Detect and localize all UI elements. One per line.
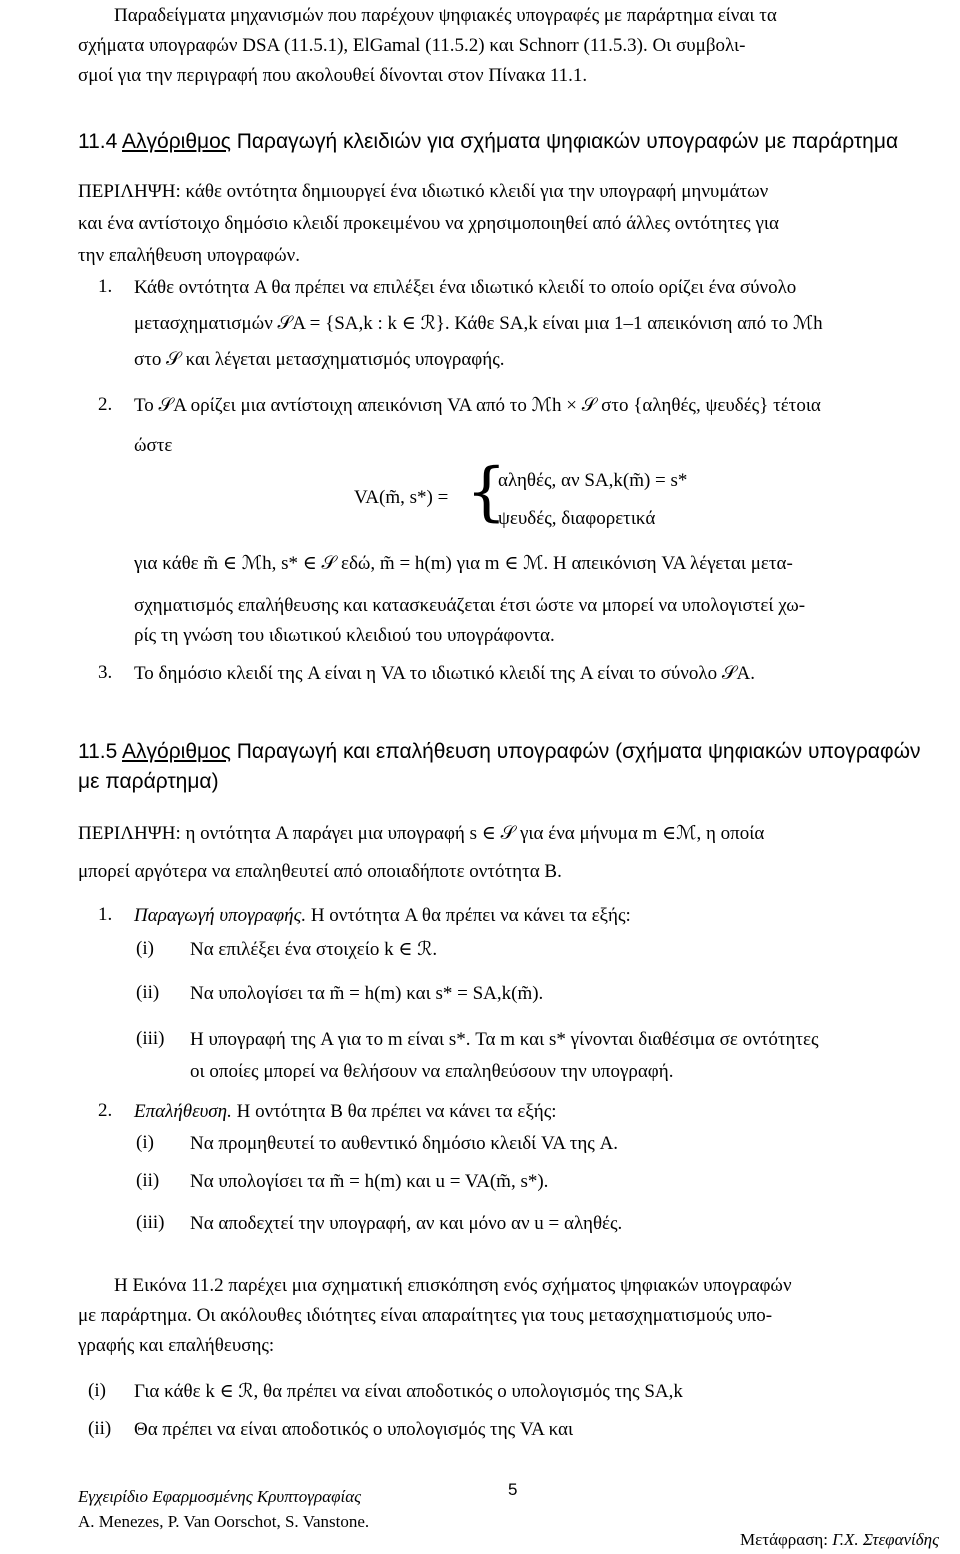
algorithm-number: 11.5 bbox=[78, 740, 118, 763]
intro-line-3: σμοί για την περιγραφή που ακολουθεί δίνονται στον Πίνακα 11.1. bbox=[78, 65, 588, 86]
alg114-step1-line-3: στο 𝒮 και λέγεται μετασχηματισμός υπογραφής. bbox=[134, 349, 505, 370]
outro-line-3: γραφής και επαλήθευσης: bbox=[78, 1335, 275, 1356]
alg114-step2-line-3: για κάθε m̃ ∈ ℳh, s* ∈ 𝒮 εδώ, m̃ = h(m) για m ∈ ℳ. Η απεικόνιση VA λέγεται μετα- bbox=[134, 553, 793, 574]
property-ii: Θα πρέπει να είναι αποδοτικός ο υπολογισμός της VA και bbox=[134, 1419, 574, 1440]
alg115-step2-iii: Να αποδεχτεί την υπογραφή, αν και μόνο αν u = αληθές. bbox=[190, 1213, 623, 1234]
property-i-label: (i) bbox=[88, 1380, 106, 1401]
algorithm-11-5-heading-line-2: με παράρτημα) bbox=[78, 770, 219, 793]
alg114-step2-line-5: ρίς τη γνώση του ιδιωτικού κλειδιού του υπογράφοντα. bbox=[134, 625, 555, 646]
alg114-step2-number: 2. bbox=[98, 394, 113, 415]
page-number: 5 bbox=[508, 1480, 518, 1499]
alg115-step1-number: 1. bbox=[98, 904, 113, 925]
equation-case-1: αληθές, αν SA,k(m̃) = s* bbox=[498, 470, 688, 491]
footer-authors: A. Menezes, P. Van Oorschot, S. Vanstone. bbox=[78, 1512, 370, 1531]
algorithm-11-5-heading bbox=[78, 740, 958, 764]
alg115-step2-i: Να προμηθευτεί το αυθεντικό δημόσιο κλειδί VA της A. bbox=[190, 1133, 619, 1154]
alg115-step1-ii-label: (ii) bbox=[136, 982, 160, 1003]
step-text: Η οντότητα A θα πρέπει να κάνει τα εξής: bbox=[306, 905, 631, 926]
alg115-step2-iii-label: (iii) bbox=[136, 1212, 165, 1233]
property-ii-label: (ii) bbox=[88, 1418, 112, 1439]
alg115-step1-iii-line-1: Η υπογραφή της A για το m είναι s*. Τα m και s* γίνονται διαθέσιμα σε οντότητες bbox=[190, 1029, 819, 1050]
step-text: Η οντότητα B θα πρέπει να κάνει τα εξής: bbox=[231, 1101, 557, 1122]
intro-line-2: σχήματα υπογραφών DSA (11.5.1), ElGamal (11.5.2) και Schnorr (11.5.3). Οι συμβολι- bbox=[78, 35, 746, 56]
equation-lhs: VA(m̃, s*) = bbox=[354, 487, 449, 508]
outro-line-1: Η Εικόνα 11.2 παρέχει μια σχηματική επισκόπηση ενός σχήματος ψηφιακών υπογραφών bbox=[114, 1275, 792, 1296]
translator-name: Γ.Χ. Στεφανίδης bbox=[832, 1530, 939, 1549]
algorithm-word: Αλγόριθμος bbox=[122, 740, 231, 763]
alg114-step1-number: 1. bbox=[98, 276, 113, 297]
alg115-step1-i: Να επιλέξει ένα στοιχείο k ∈ ℛ. bbox=[190, 939, 438, 960]
footer-translator bbox=[740, 1530, 939, 1550]
alg115-step1-iii-label: (iii) bbox=[136, 1028, 165, 1049]
alg115-summary-1: ΠΕΡΙΛΗΨΗ: η οντότητα A παράγει μια υπογραφή s ∈ 𝒮 για ένα μήνυμα m ∈ℳ, η οποία bbox=[78, 823, 765, 844]
algorithm-title: Παραγωγή κλειδιών για σχήματα ψηφιακών υπογραφών με παράρτημα bbox=[230, 130, 899, 153]
alg115-summary-2: μπορεί αργότερα να επαληθευτεί από οποιαδήποτε οντότητα B. bbox=[78, 861, 562, 882]
outro-line-2: με παράρτημα. Οι ακόλουθες ιδιότητες είναι απαραίτητες για τους μετασχηματισμούς υπο- bbox=[78, 1305, 773, 1326]
property-i: Για κάθε k ∈ ℛ, θα πρέπει να είναι αποδοτικός ο υπολογισμός της SA,k bbox=[134, 1381, 683, 1402]
step-title: Επαλήθευση. bbox=[134, 1101, 232, 1122]
alg115-step2-number: 2. bbox=[98, 1100, 113, 1121]
alg114-summary-1: ΠΕΡΙΛΗΨΗ: κάθε οντότητα δημιουργεί ένα ιδιωτικό κλειδί για την υπογραφή μηνυμάτων bbox=[78, 181, 769, 202]
alg114-step2-line-2: ώστε bbox=[134, 435, 173, 456]
alg115-step2-i-label: (i) bbox=[136, 1132, 154, 1153]
alg115-step2-heading bbox=[134, 1100, 960, 1124]
equation-case-2: ψευδές, διαφορετικά bbox=[498, 508, 656, 529]
algorithm-word: Αλγόριθμος bbox=[122, 130, 231, 153]
alg115-step1-ii: Να υπολογίσει τα m̃ = h(m) και s* = SA,k(m̃). bbox=[190, 983, 544, 1004]
intro-line-1: Παραδείγματα μηχανισμών που παρέχουν ψηφιακές υπογραφές με παράρτημα είναι τα bbox=[114, 5, 777, 26]
algorithm-number: 11.4 bbox=[78, 130, 118, 153]
alg115-step2-ii: Να υπολογίσει τα m̃ = h(m) και u = VA(m̃, s*). bbox=[190, 1171, 549, 1192]
algorithm-11-4-heading bbox=[78, 130, 958, 154]
alg115-step1-iii-line-2: οι οποίες μπορεί να θελήσουν να επαληθεύσουν την υπογραφή. bbox=[190, 1061, 674, 1082]
alg114-step3-number: 3. bbox=[98, 662, 113, 683]
alg114-step2-line-4: σχηματισμός επαλήθευσης και κατασκευάζεται έτσι ώστε να μπορεί να υπολογιστεί χω- bbox=[134, 595, 806, 616]
alg114-step2-line-1: Το 𝒮A ορίζει μια αντίστοιχη απεικόνιση VA από το ℳh × 𝒮 στο {αληθές, ψευδές} τέτοια bbox=[134, 395, 821, 416]
alg114-step3-line-1: Το δημόσιο κλειδί της A είναι η VA το ιδιωτικό κλειδί της A είναι το σύνολο 𝒮A. bbox=[134, 663, 756, 684]
step-title: Παραγωγή υπογραφής. bbox=[134, 905, 307, 926]
alg114-step1-line-2: μετασχηματισμών 𝒮A = {SA,k : k ∈ ℛ}. Κάθε SA,k είναι μια 1–1 απεικόνιση από το ℳh bbox=[134, 313, 823, 334]
alg115-step2-ii-label: (ii) bbox=[136, 1170, 160, 1191]
translation-label: Μετάφραση: bbox=[740, 1530, 833, 1549]
alg115-step1-i-label: (i) bbox=[136, 938, 154, 959]
equation-brace: { bbox=[466, 455, 507, 529]
alg114-summary-2: και ένα αντίστοιχο δημόσιο κλειδί προκειμένου να χρησιμοποιηθεί από άλλες οντότητες για bbox=[78, 213, 779, 234]
footer-book-title: Εγχειρίδιο Εφαρμοσμένης Κρυπτογραφίας bbox=[78, 1487, 362, 1506]
alg114-summary-3: την επαλήθευση υπογραφών. bbox=[78, 245, 300, 266]
alg115-step1-heading bbox=[134, 904, 960, 928]
algorithm-title: Παραγωγή και επαλήθευση υπογραφών (σχήματα ψηφιακών υπογραφών bbox=[230, 740, 921, 763]
alg114-step1-line-1: Κάθε οντότητα A θα πρέπει να επιλέξει ένα ιδιωτικό κλειδί το οποίο ορίζει ένα σύνολο bbox=[134, 277, 797, 298]
